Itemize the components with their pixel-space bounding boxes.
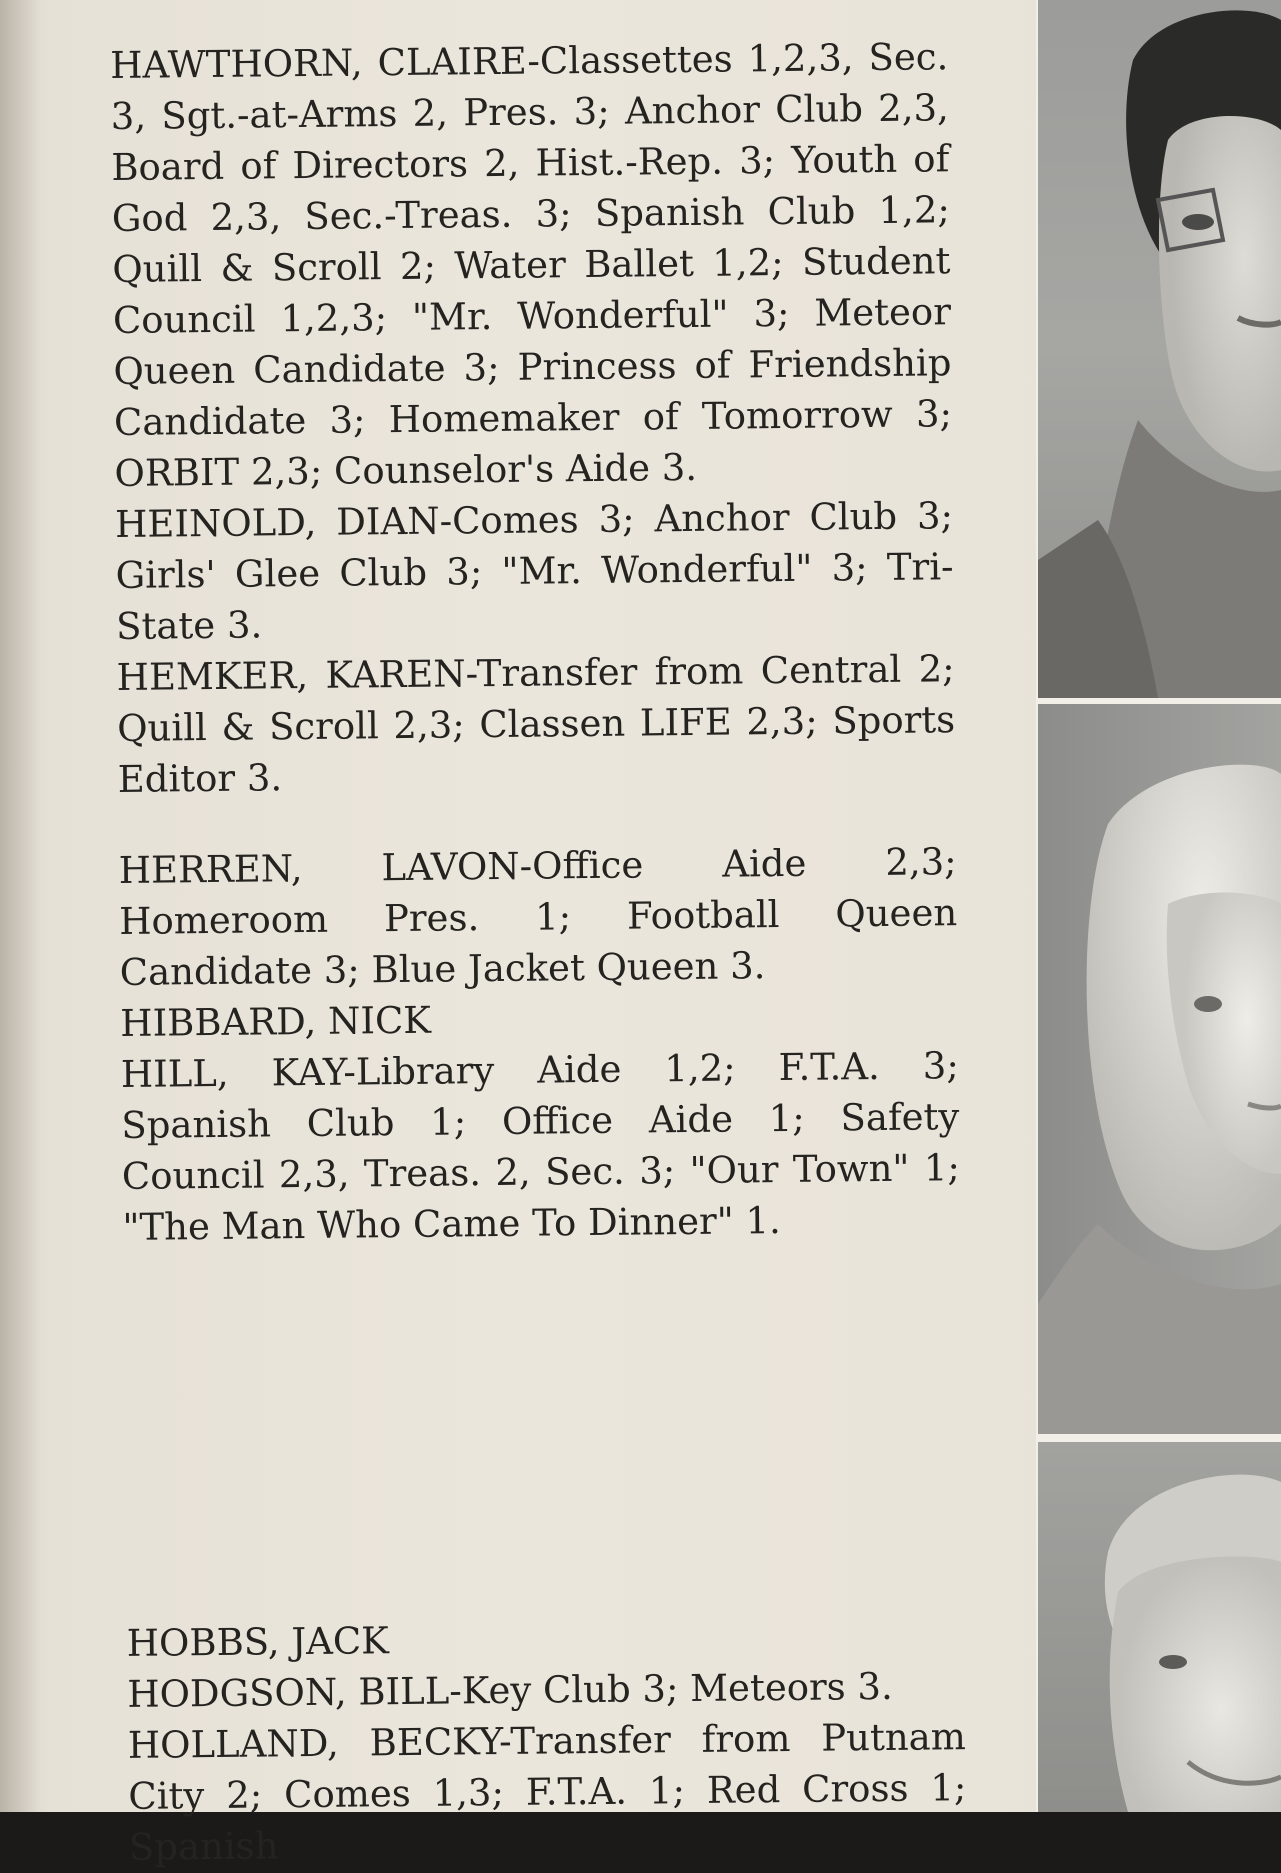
entry-hemker-karen: HEMKER, KAREN-Transfer from Central 2; Quill & Scroll 2,3; Classen LIFE 2,3; Sports Editor 3. [116,647,956,801]
entry-heinold-dian: HEINOLD, DIAN-Comes 3; Anchor Club 3; Girls' Glee Club 3; "Mr. Wonderful" 3; Tri-State 3. [114,494,954,648]
portrait-photo [1038,1442,1281,1812]
entry-hodgson-bill: HODGSON, BILL-Key Club 3; Meteors 3. [127,1664,893,1716]
entry-hill-kay: HILL, KAY-Library Aide 1,2; F.T.A. 3; Spanish Club 1; Office Aide 1; Safety Council 2,3, Treas. 2, Sec. 3; "Our Town" 1; "The Man Who Came To Dinner" 1. [120,1044,961,1249]
entry-spacer [123,1244,965,1618]
entry-hibbard-nick: HIBBARD, NICK [120,998,432,1045]
page-gutter-shadow [0,0,40,1812]
entry-hawthorn-claire: HAWTHORN, CLAIRE-Classettes 1,2,3, Sec. 3, Sgt.-at-Arms 2, Pres. 3; Anchor Club 2,3, Board of Directors 2, Hist.-Rep. 3; Youth of God 2,3, Sec.-Treas. 3; Spanish Club 1,2; Quill & Scroll 2; Water Ballet 1,2; Student Council 1,2,3; "Mr. Wonderful" 3; Meteor Queen Candidate 3; Princess of Friendship Candidate 3; Homemaker of Tomorrow 3; ORBIT 2,3; Counselor's Aide 3. [110,35,953,495]
senior-activities-column [110,31,967,1873]
entry-holland-becky: HOLLAND, BECKY-Transfer from Putnam City 2; Comes 1,3; F.T.A. 1; Red Cross 1; Spanish [127,1715,967,1869]
entry-hobbs-jack: HOBBS, JACK [126,1619,390,1665]
entry-herren-lavon: HERREN, LAVON-Office Aide 2,3; Homeroom Pres. 1; Football Queen Candidate 3; Blue Jacket Queen 3. [118,840,958,994]
portrait-strip [1036,0,1281,1812]
portrait-photo [1038,704,1281,1434]
portrait-photo [1038,0,1281,698]
